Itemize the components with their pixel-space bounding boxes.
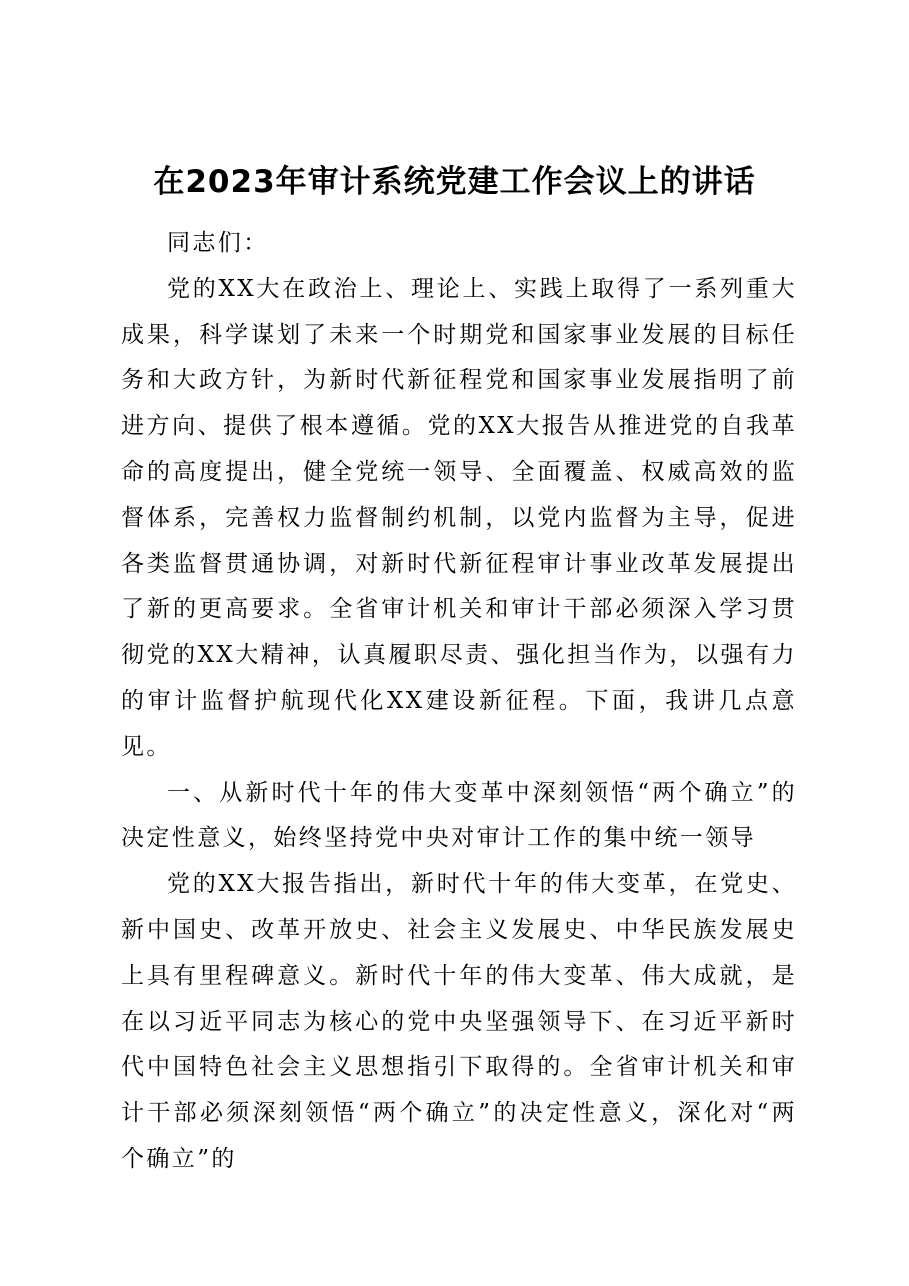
document-title: 在2023年审计系统党建工作会议上的讲话 <box>153 164 756 200</box>
document-body <box>121 221 797 1183</box>
section-heading-1: 一、从新时代十年的伟大变革中深刻领悟“两个确立”的决定性意义，始终坚持党中央对审计工作的集中统一领导 <box>121 779 797 852</box>
section-1-paragraph: 党的XX大报告指出，新时代十年的伟大变革，在党史、新中国史、改革开放史、社会主义发展史、中华民族发展史上具有里程碑意义。新时代十年的伟大变革、伟大成就，是在以习近平同志为核心的党中央坚强领导下、在习近平新时代中国特色社会主义思想指引下取得的。全省审计机关和审计干部必须深刻领悟“两个确立”的决定性意义，深化对“两个确立”的 <box>121 871 797 1172</box>
salutation: 同志们： <box>167 230 269 256</box>
intro-paragraph: 党的XX大在政治上、理论上、实践上取得了一系列重大成果，科学谋划了未来一个时期党和国家事业发展的目标任务和大政方针，为新时代新征程党和国家事业发展指明了前进方向、提供了根本遵循。党的XX大报告从推进党的自我革命的高度提出，健全党统一领导、全面覆盖、权威高效的监督体系，完善权力监督制约机制，以党内监督为主导，促进各类监督贯通协调，对新时代新征程审计事业改革发展提出了新的更高要求。全省审计机关和审计干部必须深入学习贯彻党的XX大精神，认真履职尽责、强化担当作为，以强有力的审计监督护航现代化XX建设新征程。下面，我讲几点意见。 <box>121 275 797 760</box>
